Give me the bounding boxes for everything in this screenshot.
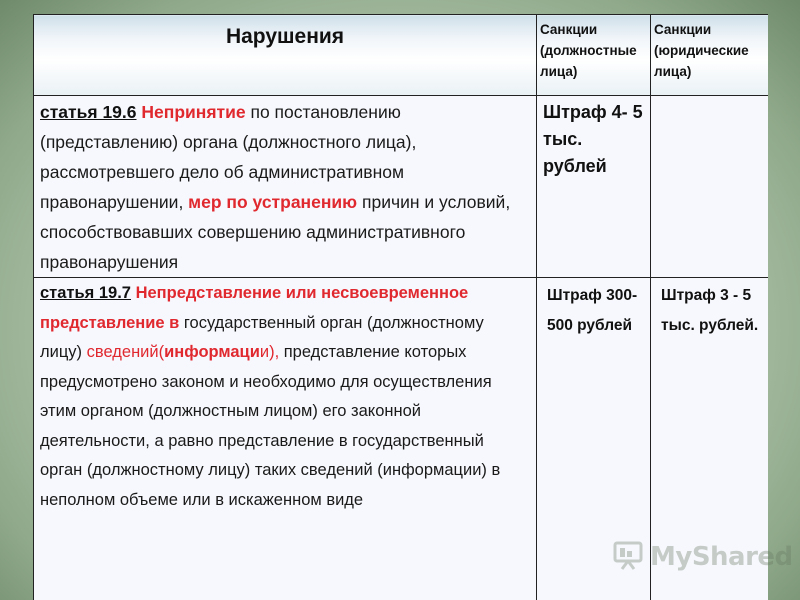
violation-highlight: Непринятие — [141, 102, 246, 122]
sanction-legal: Штраф 3 - 5 тыс. рублей. — [661, 287, 759, 334]
header-violations: Нарушения — [225, 25, 345, 48]
sanction-officials: Штраф 300-500 рублей — [547, 287, 638, 334]
violation-text-part: причин и условий, способствовавших совершению административного правонарушения — [40, 192, 511, 272]
violation-highlight: сведений( — [86, 343, 165, 361]
violations-table-container — [33, 14, 768, 600]
table-row — [34, 96, 769, 278]
header-sanctions-legal-cell — [651, 15, 769, 96]
violation-text-part: представление которых предусмотрено законом и необходимо для осуществления этим органом (должностным лицом) его законной деятельности, а равно представление в государственный орган (должностному лицу) таких сведений (информации) в неполном объеме или в искаженном виде — [40, 343, 501, 509]
violations-table — [33, 14, 768, 600]
violation-cell — [34, 96, 537, 278]
header-sanctions-officials-cell — [537, 15, 651, 96]
table-header-row — [34, 15, 769, 96]
violation-highlight: мер по устранению — [188, 192, 358, 212]
watermark — [612, 541, 793, 573]
violation-text — [34, 96, 536, 277]
violation-text-part: по постановлению (представлению) органа (должностного лица), рассмотревшего дело об административном правонарушении, — [40, 102, 417, 212]
violation-text — [34, 278, 536, 515]
sanction-legal-cell — [651, 96, 769, 278]
violation-cell — [34, 278, 537, 600]
violation-highlight: и), — [259, 343, 284, 361]
violation-highlight: информаци — [164, 343, 260, 361]
violation-text-part: государственный орган (должностному лицу) — [40, 313, 484, 361]
watermark-text: MyShared — [650, 542, 793, 572]
article-number: статья 19.6 — [40, 102, 137, 122]
header-sanctions-officials: Санкции (должностные лица) — [540, 22, 637, 79]
article-number: статья 19.7 — [40, 284, 131, 302]
sanction-officials: Штраф 4- 5 тыс. рублей — [543, 102, 643, 176]
violation-highlight: Непредставление или несвоевременное представление в — [40, 284, 469, 332]
header-violations-cell — [34, 15, 537, 96]
header-sanctions-legal: Санкции (юридические лица) — [654, 22, 749, 79]
sanction-legal — [651, 96, 768, 99]
presentation-board-icon — [612, 539, 644, 576]
sanction-officials-cell — [537, 96, 651, 278]
